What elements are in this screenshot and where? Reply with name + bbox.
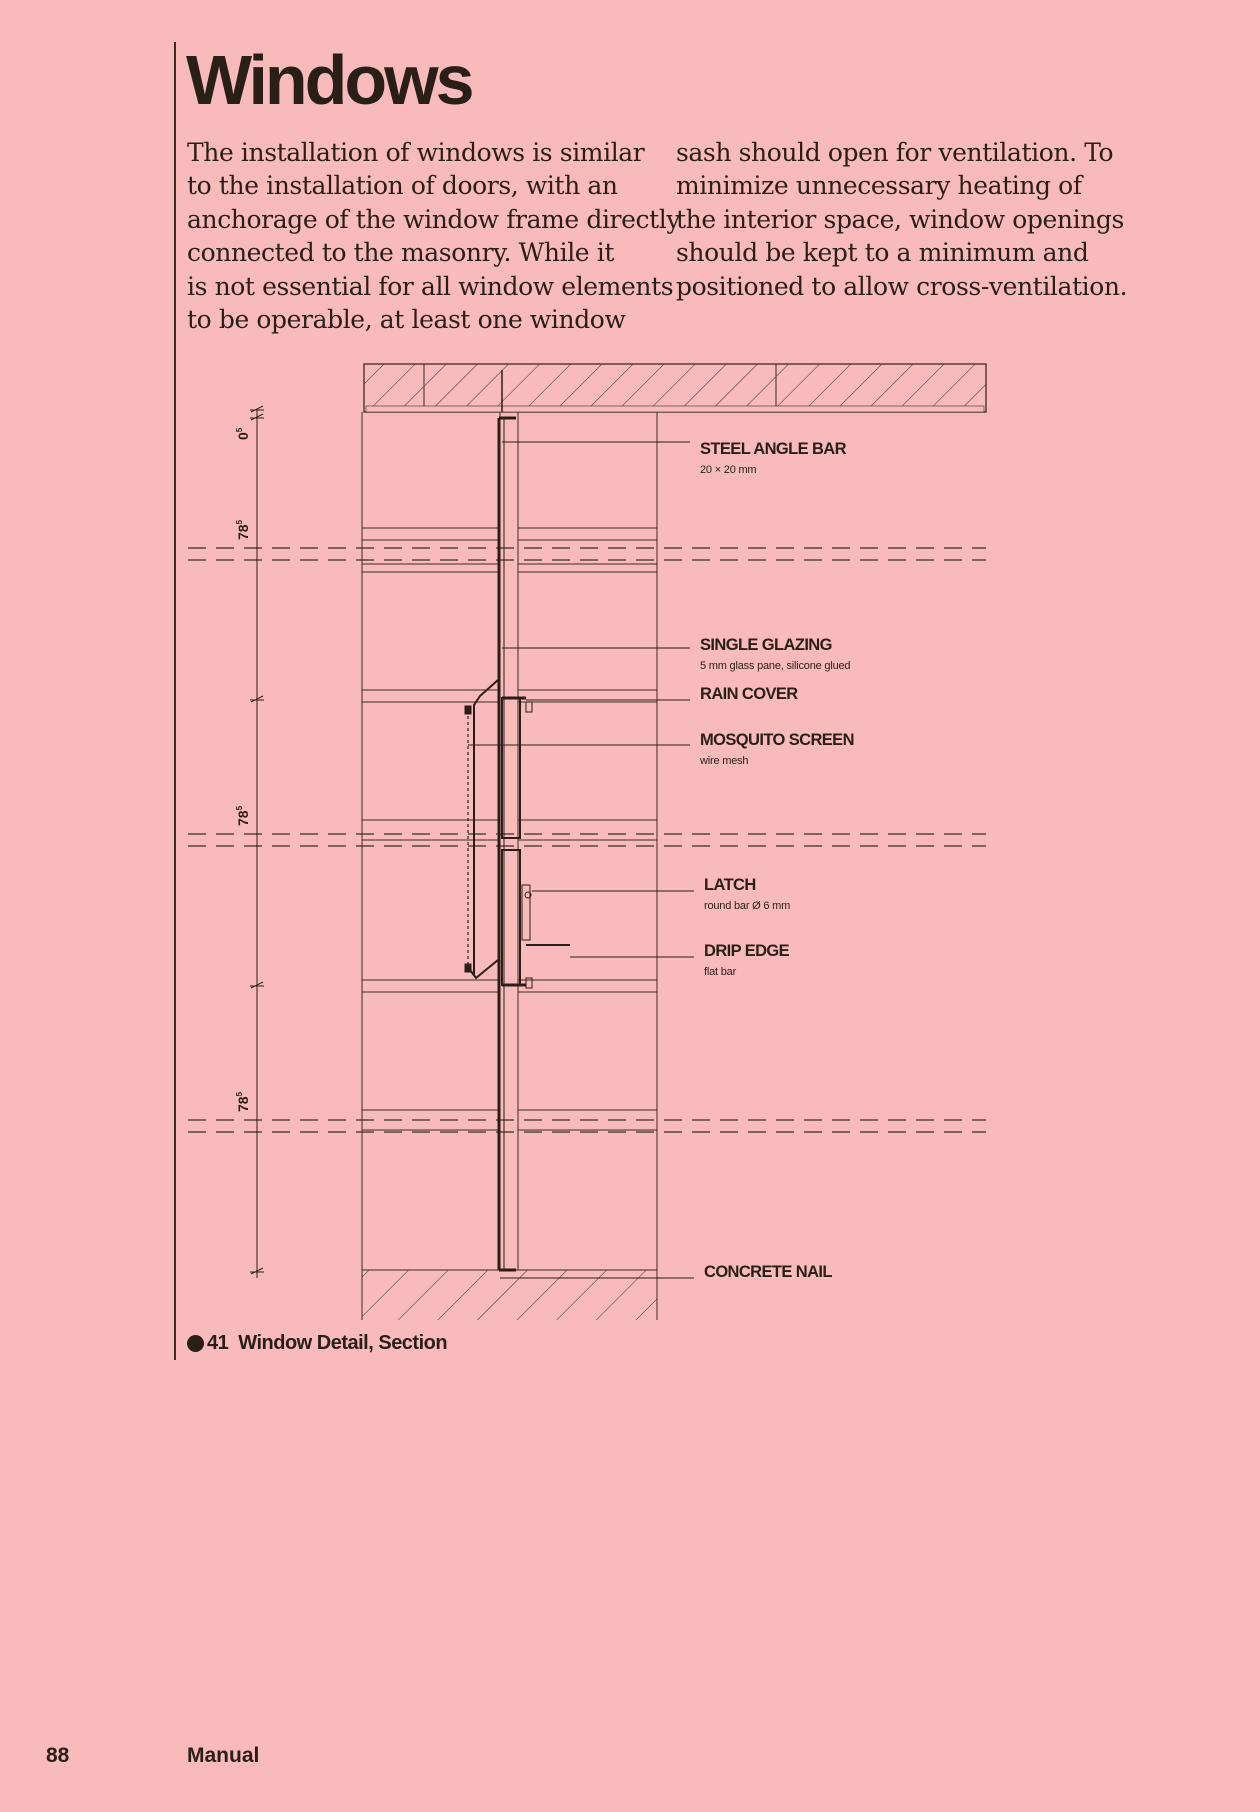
caption-number: 41: [207, 1332, 229, 1354]
window-section-drawing: [180, 350, 1020, 1330]
body-line: sash should open for ventilation. To: [676, 138, 1114, 167]
drawing-labels: [699, 440, 854, 1281]
label-single-glazing: SINGLE GLAZING: [700, 636, 832, 654]
dimension-label: $78^5$: [235, 1091, 251, 1112]
dimension-label: $78^5$: [235, 805, 251, 826]
margin-rule: [174, 42, 176, 1360]
body-line: should be kept to a minimum and: [676, 238, 1089, 268]
body-line: to the installation of doors, with an: [187, 171, 618, 201]
dimension-chain: [250, 406, 264, 1278]
body-line: to be operable, at least one window: [187, 305, 626, 335]
masonry-wall: [362, 412, 657, 1270]
section-name: Manual: [187, 1744, 260, 1767]
body-line: connected to the masonry. While it: [187, 238, 614, 268]
body-line: the interior space, window openings: [676, 204, 1124, 234]
figure-caption: [187, 1332, 447, 1355]
body-line: anchorage of the window frame directly: [187, 204, 681, 234]
body-text-right: [676, 136, 1156, 303]
body-line: positioned to allow cross-ventilation.: [676, 271, 1128, 301]
page-title: Windows: [186, 41, 472, 119]
dimension-label: $78^5$: [235, 519, 251, 540]
label-rain-cover: RAIN COVER: [700, 685, 798, 703]
note-single-glazing: 5 mm glass pane, silicone glued: [700, 660, 851, 672]
label-concrete-nail: CONCRETE NAIL: [704, 1263, 832, 1281]
dimension-labels: [235, 427, 251, 1112]
page-number: 88: [46, 1744, 70, 1767]
note-mosquito-screen: wire mesh: [700, 755, 749, 767]
note-latch: round bar Ø 6 mm: [704, 900, 791, 912]
label-drip-edge: DRIP EDGE: [704, 942, 790, 960]
caption-bullet-icon: [187, 1335, 204, 1352]
body-line: The installation of windows is similar: [187, 138, 645, 167]
label-mosquito-screen: MOSQUITO SCREEN: [700, 731, 854, 749]
label-steel-angle-bar: STEEL ANGLE BAR: [700, 440, 846, 458]
caption-text: Window Detail, Section: [238, 1332, 448, 1354]
note-drip-edge: flat bar: [704, 966, 737, 978]
body-line: is not essential for all window elements: [187, 271, 674, 301]
lintel: [364, 364, 986, 412]
body-text-left: [187, 136, 681, 336]
body-line: minimize unnecessary heating of: [676, 171, 1082, 201]
label-latch: LATCH: [704, 876, 756, 894]
note-steel-angle-bar: 20 × 20 mm: [700, 464, 757, 476]
dimension-label: $0^5$: [235, 427, 251, 440]
